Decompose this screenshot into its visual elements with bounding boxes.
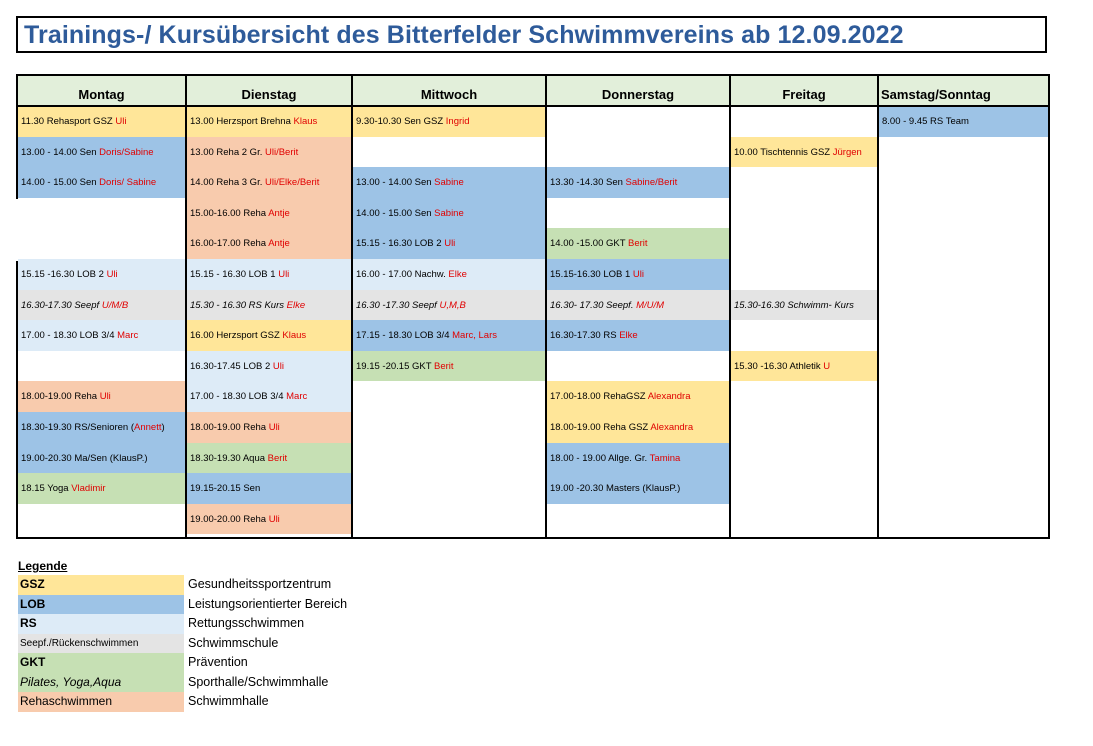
- schedule-entry: [187, 412, 351, 443]
- legend-row: [18, 634, 279, 654]
- schedule-entry: [18, 473, 185, 504]
- schedule-entry: [731, 137, 877, 168]
- schedule-entry: [353, 228, 545, 259]
- day-header-dienstag: Dienstag: [187, 74, 351, 106]
- entry-text: 18.00-19.00 Reha: [190, 422, 269, 433]
- entry-text: 11.30 Rehasport GSZ: [21, 116, 116, 127]
- entry-trainer: Antje: [268, 207, 290, 219]
- col-divider: [185, 74, 187, 539]
- entry-trainer: Sabine: [434, 207, 464, 219]
- entry-trainer: Jürgen: [832, 146, 862, 158]
- schedule-entry: [187, 167, 351, 198]
- schedule-entry: [187, 198, 351, 229]
- schedule-entry: [353, 167, 545, 198]
- page-title: Trainings-/ Kursübersicht des Bitterfelder Schwimmvereins ab 12.09.2022: [24, 21, 904, 49]
- legend-value: Sporthalle/Schwimmhalle: [188, 674, 329, 689]
- schedule-entry: [18, 259, 185, 290]
- day-header-freitag: Freitag: [731, 74, 877, 106]
- schedule-entry: [18, 412, 185, 443]
- entry-text: 10.00 Tischtennis GSZ: [734, 146, 833, 158]
- schedule-entry: [187, 137, 351, 168]
- entry-text: 15.30-16.30 Schwimm- Kurs: [734, 299, 854, 311]
- entry-trainer: Uli: [115, 116, 127, 127]
- col-divider: [545, 74, 547, 539]
- schedule-entry: [187, 473, 351, 504]
- col-divider: [877, 74, 879, 539]
- schedule-entry: [353, 320, 545, 351]
- schedule-entry: [731, 351, 877, 382]
- day-header-montag: Montag: [18, 74, 185, 106]
- schedule-entry: [547, 228, 729, 259]
- entry-trainer: Marc, Lars: [452, 330, 497, 342]
- entry-trainer: Elke: [448, 269, 467, 280]
- schedule-entry: [187, 106, 351, 137]
- legend-row: [18, 653, 248, 673]
- legend-row: [18, 595, 348, 615]
- entry-trainer: Tamina: [649, 452, 681, 464]
- entry-text: 19.00-20.00 Reha: [190, 513, 269, 525]
- entry-text: 17.00 - 18.30 LOB 3/4: [21, 330, 118, 342]
- entry-trainer: Uli: [268, 422, 280, 433]
- entry-text: 16.00 - 17.00 Nachw.: [356, 269, 449, 280]
- entry-text: 17.15 - 18.30 LOB 3/4: [356, 330, 453, 342]
- entry-trainer: Uli/Elke/Berit: [265, 177, 320, 189]
- schedule-entry: [353, 259, 545, 290]
- column-samstag-sonntag: [879, 74, 1048, 539]
- schedule-entry: [547, 320, 729, 351]
- entry-text: 13.00 Reha 2 Gr.: [190, 146, 265, 158]
- entry-trainer: U,M,B: [439, 299, 466, 311]
- entry-text: 15.15 - 16.30 LOB 2: [356, 238, 445, 250]
- entry-text: 16.30-17.30 Seepf: [21, 299, 102, 311]
- schedule-entry: [18, 167, 185, 198]
- legend-value: Leistungsorientierter Bereich: [188, 596, 348, 611]
- legend-key: GSZ: [18, 575, 184, 595]
- legend-key: GKT: [18, 653, 184, 673]
- legend-value: Prävention: [188, 655, 248, 669]
- schedule-entry: [187, 259, 351, 290]
- entry-trainer: Ingrid: [445, 116, 470, 127]
- entry-text: 15.15-16.30 LOB 1: [550, 269, 633, 280]
- entry-text: 17.00-18.00 RehaGSZ: [550, 391, 648, 403]
- entry-text: 16.00 Herzsport GSZ: [190, 330, 283, 342]
- legend-key: LOB: [18, 595, 184, 615]
- entry-trainer: Uli: [272, 360, 285, 372]
- schedule-entry: [18, 320, 185, 351]
- table-bottom-border: [16, 537, 1050, 539]
- day-header-samstag-sonntag: Samstag/Sonntag: [879, 74, 1048, 106]
- schedule-entry: [547, 381, 729, 412]
- schedule-entry: [353, 198, 545, 229]
- entry-trainer: Uli: [99, 391, 111, 403]
- schedule-entry: [18, 443, 185, 474]
- entry-text: 18.30-19.30 Aqua: [190, 452, 268, 464]
- schedule-entry: [547, 167, 729, 198]
- legend-row: [18, 673, 329, 693]
- legend-key: Rehaschwimmen: [18, 692, 184, 712]
- entry-text: 16.30 -17.30 Seepf: [356, 299, 440, 311]
- schedule-entry: [18, 106, 185, 137]
- entry-text: 14.00 - 15.00 Sen: [21, 177, 100, 189]
- legend-value: Schwimmschule: [188, 635, 279, 650]
- schedule-entry: [187, 381, 351, 412]
- schedule-entry: [187, 320, 351, 351]
- entry-text: 16.00-17.00 Reha: [190, 238, 269, 250]
- entry-text: 18.00-19.00 Reha GSZ: [550, 422, 651, 433]
- column-montag: [18, 74, 185, 539]
- entry-text: 8.00 - 9.45 RS Team: [882, 116, 969, 127]
- schedule-entry: [18, 137, 185, 168]
- entry-trainer: U/M/B: [101, 299, 129, 311]
- entry-trainer: Uli/Berit: [265, 146, 299, 158]
- legend-value: Schwimmhalle: [188, 694, 269, 708]
- schedule-entry: [187, 351, 351, 382]
- day-header-mittwoch: Mittwoch: [353, 74, 545, 106]
- table-top-border: [16, 74, 1050, 76]
- column-mittwoch: [353, 74, 545, 539]
- col-divider: [16, 261, 18, 539]
- entry-text: 15.15 -16.30 LOB 2: [21, 269, 107, 280]
- entry-trainer: Marc: [117, 330, 139, 342]
- entry-text: 9.30-10.30 Sen GSZ: [356, 116, 446, 127]
- entry-text: 16.30-17.30 RS: [550, 330, 620, 342]
- legend-key: Seepf./Rückenschwimmen: [18, 634, 184, 654]
- entry-text: 15.30 - 16.30 RS Kurs: [190, 299, 287, 311]
- entry-text: 18.00-19.00 Reha: [21, 391, 100, 403]
- entry-text: 14.00 -15.00 GKT: [550, 238, 628, 250]
- entry-trainer: Berit: [628, 238, 648, 250]
- legend: [18, 559, 348, 712]
- entry-text: 19.15 -20.15 GKT: [356, 360, 434, 372]
- schedule-entry: [187, 504, 351, 535]
- entry-trainer: U: [823, 360, 831, 372]
- entry-text: 13.00 - 14.00 Sen: [21, 146, 100, 158]
- schedule-entry: [187, 290, 351, 321]
- entry-trainer: Sabine: [434, 177, 464, 189]
- entry-trainer: Uli: [278, 269, 290, 280]
- entry-text: 16.30- 17.30 Seepf.: [550, 299, 637, 311]
- entry-text: 14.00 - 15.00 Sen: [356, 207, 435, 219]
- entry-trainer: Antje: [268, 238, 290, 250]
- title-box: [16, 16, 1047, 53]
- entry-text: 16.30-17.45 LOB 2: [190, 360, 273, 372]
- entry-text: 13.00 Herzsport Brehna: [190, 116, 294, 127]
- entry-trainer: Alexandra: [647, 391, 691, 403]
- entry-trainer: Uli: [632, 269, 645, 280]
- legend-key: RS: [18, 614, 184, 634]
- entry-text: 19.00 -20.30 Masters (KlausP.): [550, 483, 681, 495]
- day-header-donnerstag: Donnerstag: [547, 74, 729, 106]
- col-divider: [351, 74, 353, 539]
- entry-trainer: Uli: [106, 269, 118, 280]
- entry-text: 19.15-20.15 Sen: [190, 483, 261, 495]
- entry-text: 13.30 -14.30 Sen: [550, 177, 626, 189]
- schedule-entry: [353, 290, 545, 321]
- entry-trainer: Klaus: [282, 330, 307, 342]
- entry-trainer: Berit: [267, 452, 288, 464]
- schedule-entry: [731, 290, 877, 321]
- schedule-entry: [353, 106, 545, 137]
- entry-trainer: Sabine/Berit: [625, 177, 678, 189]
- entry-text: 15.00-16.00 Reha: [190, 207, 269, 219]
- entry-trainer: Klaus: [293, 116, 318, 127]
- schedule-entry: [187, 228, 351, 259]
- column-dienstag: [187, 74, 351, 539]
- entry-trainer: Doris/ Sabine: [99, 177, 157, 189]
- entry-trainer: Annett: [134, 422, 162, 433]
- entry-trainer: Uli: [268, 513, 280, 525]
- entry-text: 17.00 - 18.30 LOB 3/4: [190, 391, 287, 403]
- entry-text: 15.15 - 16.30 LOB 1: [190, 269, 279, 280]
- legend-row: [18, 692, 269, 712]
- schedule-table: [16, 74, 1050, 539]
- schedule-entry: [18, 290, 185, 321]
- entry-trainer: Berit: [434, 360, 454, 372]
- entry-text: 18.00 - 19.00 Allge. Gr.: [550, 452, 650, 464]
- entry-trainer: Alexandra: [650, 422, 694, 433]
- schedule-entry: [547, 290, 729, 321]
- col-divider: [1048, 74, 1050, 539]
- legend-value: Rettungsschwimmen: [188, 616, 305, 630]
- header-bottom-border: [16, 105, 1050, 107]
- schedule-entry: [879, 106, 1048, 137]
- entry-trainer: Vladimir: [71, 483, 106, 495]
- schedule-entry: [547, 412, 729, 443]
- entry-trainer: Doris/Sabine: [99, 146, 154, 158]
- entry-text-suffix: ): [161, 422, 165, 433]
- legend-title: Legende: [18, 559, 68, 573]
- entry-trainer: Marc: [286, 391, 308, 403]
- entry-text: 18.15 Yoga: [21, 483, 72, 495]
- entry-trainer: Uli: [444, 238, 456, 250]
- legend-key: Pilates, Yoga,Aqua: [18, 673, 184, 693]
- col-divider: [729, 74, 731, 539]
- entry-text: 15.30 -16.30 Athletik: [734, 360, 824, 372]
- schedule-entry: [353, 351, 545, 382]
- schedule-entry: [547, 443, 729, 474]
- entry-trainer: Elke: [286, 299, 306, 311]
- legend-row: [18, 614, 305, 634]
- schedule-entry: [187, 443, 351, 474]
- entry-text: 14.00 Reha 3 Gr.: [190, 177, 265, 189]
- entry-trainer: Elke: [619, 330, 638, 342]
- entry-text: 18.30-19.30 RS/Senioren (: [21, 422, 135, 433]
- legend-value: Gesundheitssportzentrum: [188, 577, 332, 591]
- col-divider: [16, 74, 18, 199]
- legend-row: [18, 575, 332, 595]
- column-freitag: [731, 74, 877, 539]
- schedule-entry: [547, 259, 729, 290]
- entry-text: 19.00-20.30 Ma/Sen (KlausP.): [21, 452, 148, 464]
- schedule-entry: [18, 381, 185, 412]
- entry-text: 13.00 - 14.00 Sen: [356, 177, 435, 189]
- entry-trainer: M/U/M: [636, 299, 665, 311]
- schedule-entry: [547, 473, 729, 504]
- column-donnerstag: [547, 74, 729, 539]
